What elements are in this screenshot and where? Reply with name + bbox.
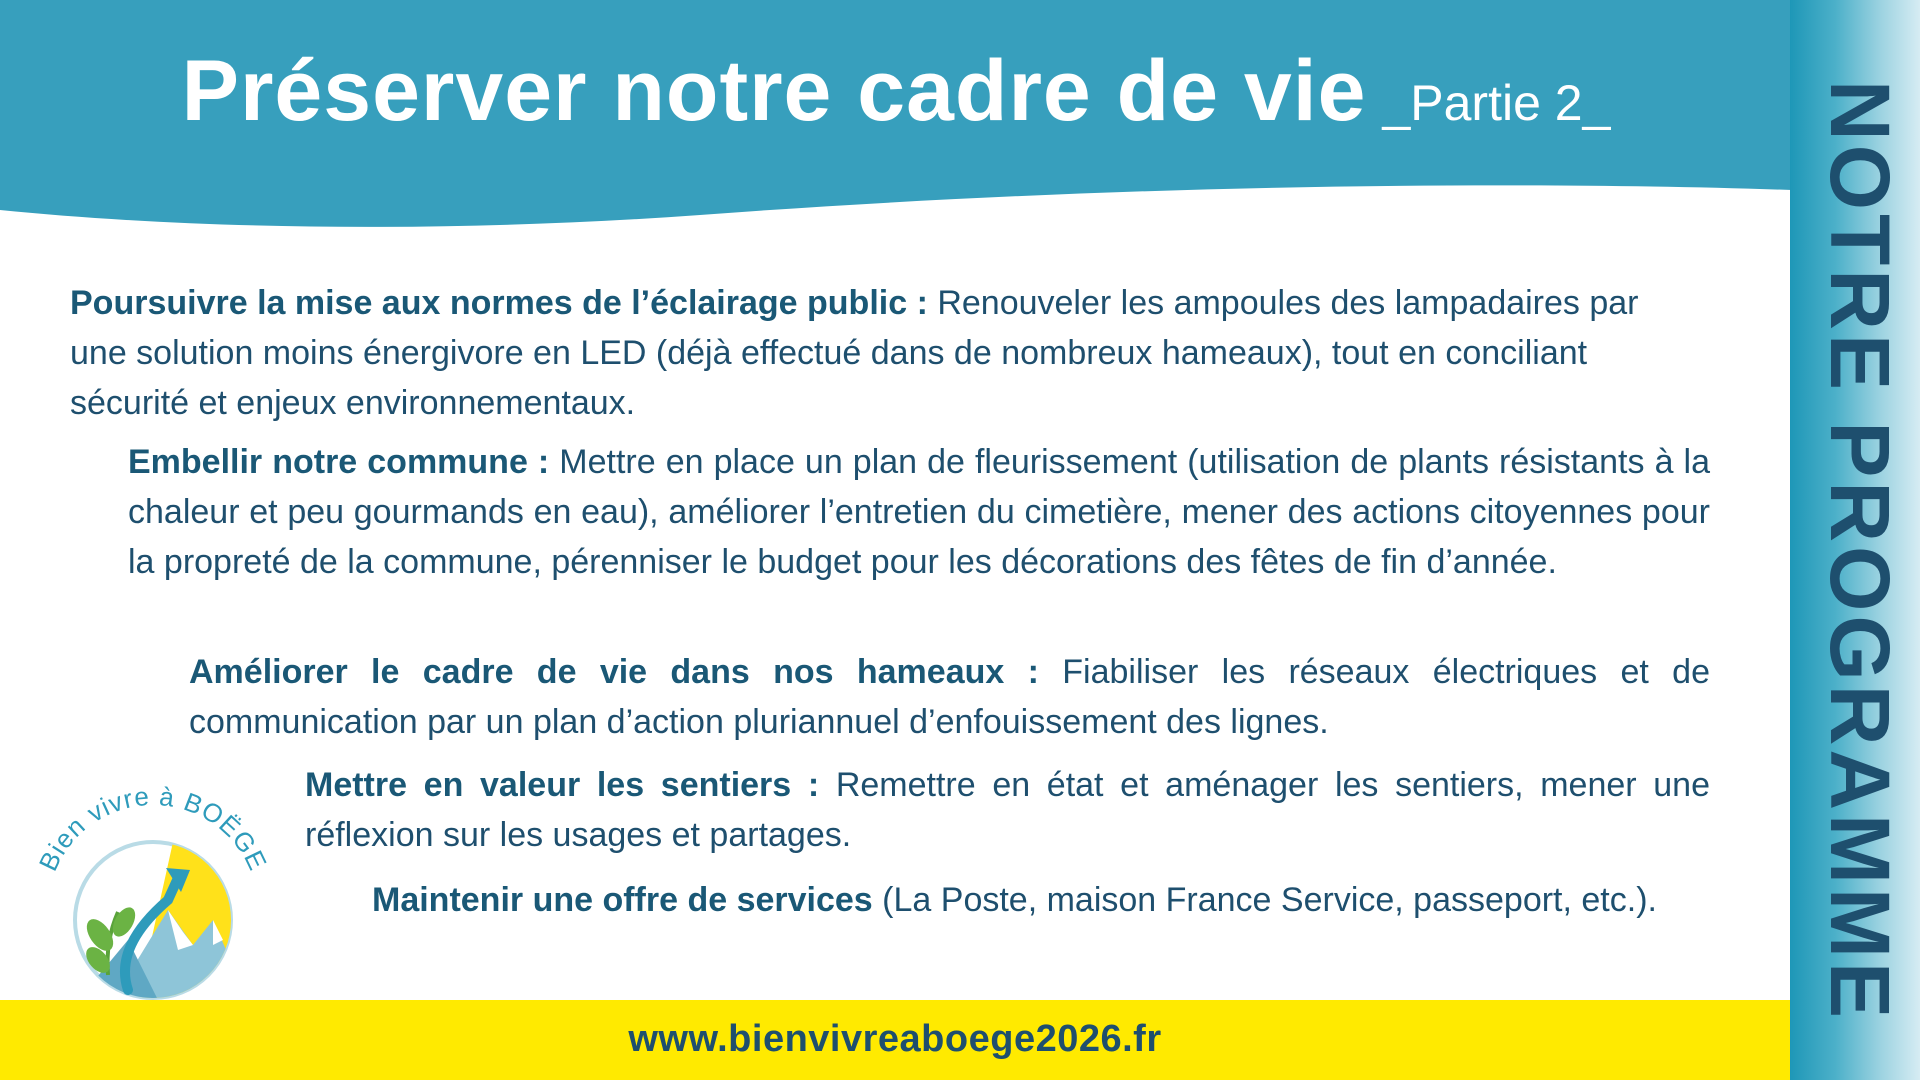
side-banner-text: NOTRE PROGRAMME (1813, 80, 1907, 1022)
page-title (0, 42, 1792, 141)
item-text: Mettre en place un plan de fleurissement (utilisation de plants résistants à la chaleur et peu gourmands en eau), améliorer l’entretien du cimetière, mener des actions citoyennes pour la propreté de la commune, pérenniser le budget pour les décorations des fêtes de fin d’année. (128, 443, 1710, 581)
title-part: _Partie 2_ (1382, 75, 1611, 131)
website-link[interactable]: www.bienvivreaboege2026.fr (628, 1018, 1162, 1060)
item-text: Remettre en état et aménager les sentiers, mener une réflexion sur les usages et partages. (305, 766, 1710, 854)
item-heading: Mettre en valeur les sentiers : (305, 766, 820, 804)
item-heading: Embellir notre commune : (128, 443, 550, 481)
item-text: Fiabiliser les réseaux électriques et de communication par un plan d’action pluriannuel d’enfouissement des lignes. (189, 653, 1710, 741)
list-item (305, 760, 1710, 860)
item-text: Renouveler les ampoules des lampadaires par une solution moins énergivore en LED (déjà effectué dans de nombreux hameaux), tout en conciliant sécurité et enjeux environnementaux. (70, 284, 1639, 422)
logo-text: Bien vivre à BOËGE (32, 780, 274, 876)
list-item (128, 437, 1710, 587)
item-heading: Maintenir une offre de services (372, 881, 873, 919)
list-item (372, 875, 1710, 925)
mountain-arrow-leaf-logo (18, 770, 288, 1000)
item-heading: Améliorer le cadre de vie dans nos hameaux : (189, 653, 1039, 691)
footer-bar (0, 1000, 1790, 1080)
list-item (189, 647, 1710, 747)
item-heading: Poursuivre la mise aux normes de l’éclairage public : (70, 284, 928, 322)
list-item (70, 278, 1690, 428)
title-main: Préserver notre cadre de vie (181, 43, 1367, 139)
item-text: (La Poste, maison France Service, passeport, etc.). (872, 881, 1657, 919)
